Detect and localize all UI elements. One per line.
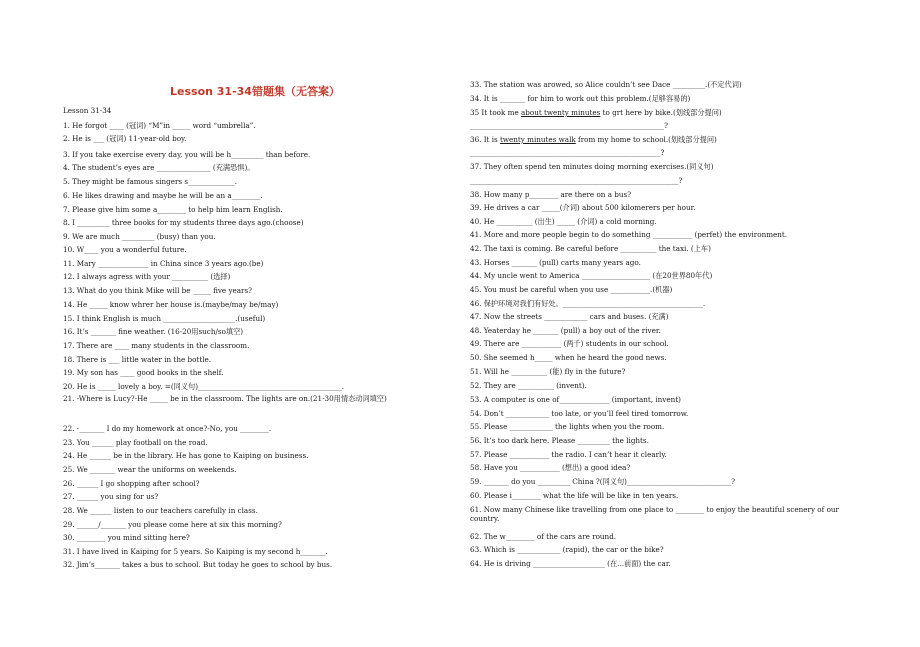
question-item: 43. Horses _______ (pull) carts many years ago. bbox=[470, 258, 641, 267]
question-item: 54. Don’t ____________ too late, or you’ll feel tired tomorrow. bbox=[470, 409, 689, 418]
question-item: 48. Yeaterday he _______ (pull) a boy out of the river. bbox=[470, 326, 661, 335]
question-item: 57. Please ___________ the radio. I can’t hear it clearly. bbox=[470, 450, 667, 459]
question-item: 31. I have lived in Kaiping for 5 years. So Kaiping is my second h_______. bbox=[63, 547, 328, 556]
question-item: 59. _______ do you _________ China ?(同义句)_____________________________? bbox=[470, 477, 736, 486]
question-item: 46. 保护环境对我们有好处。_______________________________________. bbox=[470, 299, 706, 308]
question-item: 60. Please i________ what the life will be like in ten years. bbox=[470, 491, 679, 500]
question-item: 25. We _______ wear the uniforms on weekends. bbox=[63, 465, 237, 474]
question-item: 38. How many p________ are there on a bus? bbox=[470, 190, 632, 199]
question-item: 29. ______/_______ you please come here at six this morning? bbox=[63, 520, 282, 529]
question-item: 12. I always agress with your __________ (选择) bbox=[63, 272, 231, 281]
question-item: 37. They often spend ten minutes doing morning exercises.(同义句) bbox=[470, 162, 714, 171]
question-item: _____________________________________________________? bbox=[470, 148, 665, 157]
question-item: 4. The student’s eyes are _______________ (充满恐惧)。 bbox=[63, 163, 255, 172]
question-item: 8. I _________ three books for my students three days ago.(choose) bbox=[63, 218, 304, 227]
page-title: Lesson 31-34错题集（无答案） bbox=[170, 85, 340, 98]
question-item: 58. Have you ___________ (想出) a good idea? bbox=[470, 463, 631, 472]
question-item: 40. He __________ (出生) _____ (介词) a cold morning. bbox=[470, 217, 657, 226]
question-item: 30. ________ you mind sitting here? bbox=[63, 533, 190, 542]
question-item: 61. Now many Chinese like travelling from one place to ________ to enjoy the beautiful scenery of our country. bbox=[470, 505, 839, 523]
question-item: 34. It is _______ for him to work out this problem.(足够容易的) bbox=[470, 94, 691, 103]
question-item: 13. What do you think Mike will be _____ five years? bbox=[63, 286, 253, 295]
question-item: 41. More and more people begin to do something ___________ (perfet) the environment. bbox=[470, 230, 788, 239]
question-item: 24. He ______ be in the library. He has gone to Kaiping on business. bbox=[63, 451, 309, 460]
question-item: 19. My son has ____ good books in the shelf. bbox=[63, 368, 224, 377]
question-item: 53. A computer is one of______________ (important, invent) bbox=[470, 395, 681, 404]
question-item: 64. He is driving ____________________ (在...前面) the car. bbox=[470, 559, 671, 568]
question-item: 23. You ______ play football on the road. bbox=[63, 438, 208, 447]
question-item: 14. He _____ know whrer her house is.(maybe/may be/may) bbox=[63, 300, 279, 309]
question-item: 62. The w________ of the cars are round. bbox=[470, 532, 617, 541]
question-item: ______________________________________________________? bbox=[470, 121, 668, 130]
question-item: 55. Please ____________ the lights when you the room. bbox=[470, 422, 665, 431]
question-item: 27. ______ you sing for us? bbox=[63, 492, 159, 501]
question-item: 9. We are much _________ (busy) than you. bbox=[63, 232, 216, 241]
question-item: 51. Will he __________ (能) fly in the future? bbox=[470, 367, 626, 376]
question-item: 6. He likes drawing and maybe he will be an a________. bbox=[63, 191, 263, 200]
question-item: 18. There is ___ little water in the bottle. bbox=[63, 355, 212, 364]
question-item: 45. You must be careful when you use ___________.(机器) bbox=[470, 285, 673, 294]
question-item: 52. They are __________ (invent). bbox=[470, 381, 587, 390]
lesson-subtitle: Lesson 31-34 bbox=[63, 106, 112, 115]
question-item: 17. There are ____ many students in the classroom. bbox=[63, 341, 250, 350]
question-item: 42. The taxi is coming. Be careful before __________ the taxi. (上车) bbox=[470, 244, 711, 253]
question-item: 28. We ______ listen to our teachers carefully in class. bbox=[63, 506, 258, 515]
question-item: 7. Please give him some a________ to help him learn English. bbox=[63, 205, 283, 214]
question-item: 56. It’s too dark here. Please _________ the lights. bbox=[470, 436, 649, 445]
underlined-phrase: about twenty minutes bbox=[520, 108, 601, 117]
question-item: 20. He is _____ lovely a boy. =(同义句)________________________________________. bbox=[63, 382, 345, 391]
question-item: 11. Mary ______________ in China since 3 years ago.(be) bbox=[63, 259, 264, 268]
question-item: 39. He drives a car _____(介词) about 500 kilomerers per hour. bbox=[470, 203, 696, 212]
question-item: 44. My uncle went to America ___________________ (在20世界80年代) bbox=[470, 271, 713, 280]
question-item: 63. Which is ____________ (rapid), the car or the bike? bbox=[470, 545, 664, 554]
question-item: 47. Now the streets ____________ cars and buses. (充满) bbox=[470, 312, 669, 321]
question-item: 36. It is twenty minutes walk from my home to school.(划线部分提问) bbox=[470, 135, 717, 144]
question-item: 21. -Where is Lucy?-He _____ be in the classroom. The lights are on.(21-30用情态动词填空) bbox=[63, 394, 387, 403]
question-item: 16. It’s _______ fine weather. (16-20用such/so填空) bbox=[63, 327, 244, 336]
question-item: 2. He is ___ (冠词) 11-year-old boy. bbox=[63, 134, 187, 143]
question-item: 26. ______ I go shopping after school? bbox=[63, 479, 200, 488]
question-item: 50. She seemed h_____ when he heard the good news. bbox=[470, 353, 667, 362]
question-item: 22. -_______ I do my homework at once?-No, you ________. bbox=[63, 424, 272, 433]
question-item: 35 It took me about twenty minutes to grt here by bike.(划线部分提问) bbox=[470, 108, 722, 117]
question-item: 32. Jim’s_______ takes a bus to school. But today he goes to school by bus. bbox=[63, 560, 333, 569]
question-item: 15. I think English is much ____________________.(useful) bbox=[63, 314, 266, 323]
question-item: __________________________________________________________? bbox=[470, 176, 683, 185]
question-item: 10. W____ you a wonderful future. bbox=[63, 245, 187, 254]
question-item: 3. If you take exercise every day, you will be h_________ than before. bbox=[63, 150, 311, 159]
question-item: 49. There are ___________ (两千) students in our school. bbox=[470, 339, 669, 348]
question-item: 33. The station was arowed, so Alice couldn’t see Dace _________.(不定代词) bbox=[470, 80, 742, 89]
question-item: 1. He forgot ____ (冠词) “M”in _____ word “umbrella”. bbox=[63, 121, 256, 130]
underlined-phrase: twenty minutes walk bbox=[500, 135, 576, 144]
question-item: 5. They might be famous singers s_____________. bbox=[63, 177, 238, 186]
